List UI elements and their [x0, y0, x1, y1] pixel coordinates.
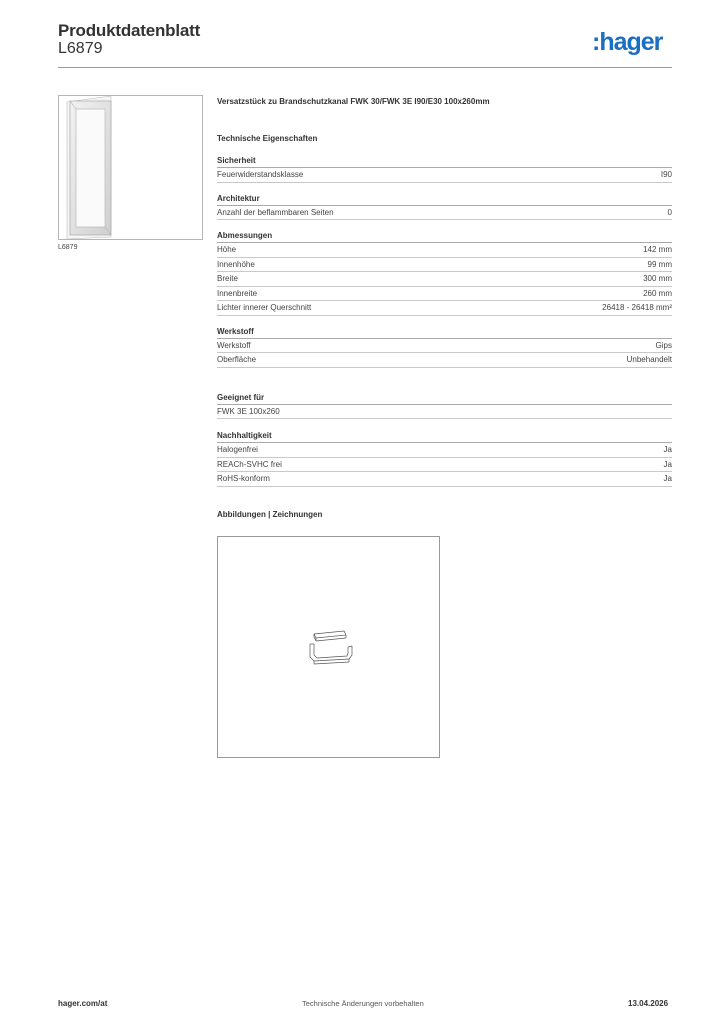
- drawing-illustration: [218, 537, 439, 757]
- table-row: [217, 243, 672, 258]
- row-value: 26418 - 26418 mm²: [602, 303, 672, 312]
- row-label: Anzahl der beflammbaren Seiten: [217, 207, 334, 217]
- row-value: Ja: [663, 459, 672, 469]
- product-details: [217, 97, 672, 521]
- technical-properties-heading: Technische Eigenschaften: [217, 134, 318, 143]
- group-title-architektur: Architektur: [217, 193, 672, 206]
- group-title-werkstoff: Werkstoff: [217, 326, 672, 339]
- row-label: RoHS-konform: [217, 474, 270, 483]
- table-row: [217, 472, 672, 487]
- row-label: Innenbreite: [217, 288, 258, 298]
- group-title-geeignet: Geeignet für: [217, 392, 672, 405]
- hager-logo-text: :hager: [592, 28, 663, 56]
- table-row: [217, 272, 672, 287]
- table-row: [217, 258, 672, 273]
- table-row: [217, 168, 672, 183]
- row-label: Oberfläche: [217, 355, 257, 364]
- drawings-heading: Abbildungen | Zeichnungen: [217, 509, 323, 519]
- row-value: Ja: [663, 445, 672, 454]
- row-label: Innenhöhe: [217, 259, 255, 269]
- table-row: [217, 206, 672, 221]
- row-label: Breite: [217, 274, 238, 283]
- frame-illustration: [59, 96, 202, 239]
- footer-date: 13.04.2026: [628, 999, 669, 1008]
- row-value: 0: [667, 207, 672, 217]
- row-value: Unbehandelt: [626, 355, 672, 364]
- table-row: [217, 339, 672, 354]
- table-row: [217, 443, 672, 458]
- row-label: Feuerwiderstandsklasse: [217, 170, 304, 179]
- row-label: Höhe: [217, 245, 237, 254]
- footer-note: Technische Änderungen vorbehalten: [302, 999, 424, 1008]
- group-title-abmessungen: Abmessungen: [217, 230, 672, 243]
- header-divider: [58, 67, 672, 68]
- row-label: REACh-SVHC frei: [217, 459, 282, 469]
- row-label: Halogenfrei: [217, 445, 258, 454]
- row-label: Lichter innerer Querschnitt: [217, 303, 312, 312]
- row-value: Ja: [663, 474, 672, 483]
- row-value: 99 mm: [647, 259, 672, 269]
- technical-drawing: [217, 536, 440, 758]
- row-value: 142 mm: [643, 245, 672, 254]
- group-title-sicherheit: Sicherheit: [217, 155, 672, 168]
- row-label: Werkstoff: [217, 340, 251, 350]
- article-number: L6879: [58, 40, 103, 57]
- table-row: [217, 405, 672, 420]
- product-thumbnail: [58, 95, 203, 240]
- table-row: [217, 301, 672, 316]
- table-row: [217, 287, 672, 302]
- row-value: I90: [660, 170, 672, 179]
- hager-logo: [592, 28, 676, 58]
- footer-website[interactable]: hager.com/at: [58, 999, 108, 1008]
- product-title: Versatzstück zu Brandschutzkanal FWK 30/FWK 3E I90/E30 100x260mm: [217, 97, 490, 106]
- page-title: Produktdatenblatt: [58, 21, 201, 40]
- row-value: 260 mm: [643, 288, 672, 298]
- thumbnail-caption: L6879: [58, 244, 78, 251]
- row-label: FWK 3E 100x260: [217, 406, 280, 416]
- row-value: 300 mm: [643, 274, 672, 283]
- group-title-nachhaltigkeit: Nachhaltigkeit: [217, 430, 672, 443]
- table-row: [217, 458, 672, 473]
- table-row: [217, 353, 672, 368]
- row-value: Gips: [655, 340, 672, 350]
